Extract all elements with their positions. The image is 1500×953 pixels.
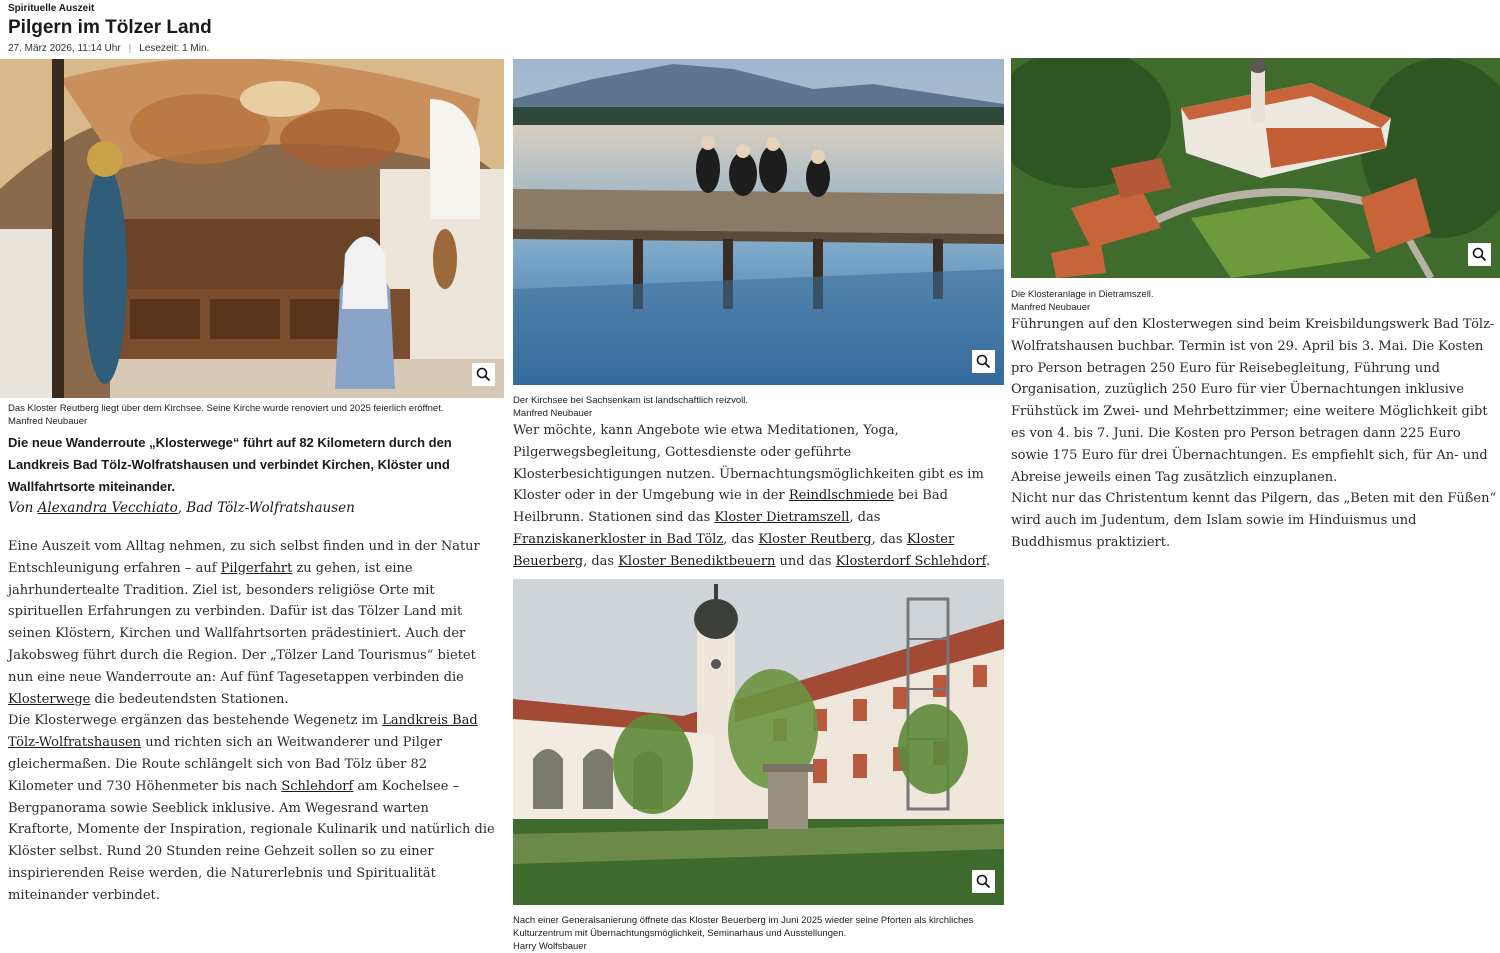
photo-reutberg-church[interactable] xyxy=(0,59,504,398)
text-span: zu gehen, ist eine jahrhundertealte Tradition. Ziel ist, besonders religiöse Orte mit spirituellen Erfahrungen zu verbinden. Dafür ist das Tölzer Land mit seinen Klöstern, Kirchen und Wallfahrtsorten prädestiniert. Auch der Jakobsweg führt durch die Region. Der „Tölzer Land Tourismus“ bietet nun eine neue Wanderroute an: Auf fünf Tagesetappen verbinden die xyxy=(8,560,476,685)
link-landkreis[interactable]: Landkreis Bad Tölz-Wolfratshausen xyxy=(8,713,478,751)
magnifier-icon xyxy=(976,874,991,889)
image-caption: Das Kloster Reutberg liegt über dem Kirchsee. Seine Kirche wurde renoviert und 2025 feierlich eröffnet. xyxy=(8,403,444,414)
text-span: Die Klosterwege ergänzen das bestehende Wegenetz im xyxy=(8,713,383,729)
photo-dietramszell[interactable] xyxy=(1011,58,1500,278)
paragraph: Nicht nur das Christentum kennt das Pilgern, das „Beten mit den Füßen“ wird auch im Judentum, dem Islam sowie im Hinduismus und Buddhismus praktiziert. xyxy=(1011,491,1497,550)
magnifier-icon xyxy=(1472,247,1487,262)
byline-location: , Bad Tölz-Wolfratshausen xyxy=(177,500,355,516)
aerial-monastery-image xyxy=(1011,58,1500,278)
article-body-col2 xyxy=(513,420,1004,573)
text-span: am Kochelsee – Bergpanorama sowie Seeblick inklusive. Am Wegesrand warten Kraftorte, Momente der Inspiration, regionale Kulinarik und natürlich die Klöster selbst. Rund 20 Stunden reine Gehzeit sollen so zu einer inspirierenden Reise werden, die Naturerlebnis und Spiritualität miteinander verbindet. xyxy=(8,778,495,903)
image-credit: Manfred Neubauer xyxy=(513,408,593,419)
link-klosterdorf-schlehdorf[interactable]: Klosterdorf Schlehdorf xyxy=(835,553,986,569)
image-caption: Nach einer Generalsanierung öffnete das Kloster Beuerberg im Juni 2025 wieder seine Pforten als kirchliches Kulturzentrum mit Übernachtungsmöglichkeit, Seminarhaus und Ausstellungen. xyxy=(513,914,974,939)
image-credit: Harry Wolfsbauer xyxy=(513,940,587,952)
link-pilgerfahrt[interactable]: Pilgerfahrt xyxy=(220,560,293,576)
article-body-col3 xyxy=(1011,314,1500,554)
read-time: Lesezeit: 1 Min. xyxy=(139,43,210,54)
article-header xyxy=(8,2,1488,55)
text-span: bei Bad Heilbrunn. Stationen sind das xyxy=(513,488,948,526)
page-title: Pilgern im Tölzer Land xyxy=(8,17,212,38)
meta-separator: | xyxy=(128,43,132,54)
link-kloster-reutberg[interactable]: Kloster Reutberg xyxy=(758,531,872,547)
monastery-courtyard-image xyxy=(513,579,1004,905)
text-span: , das xyxy=(583,553,619,569)
link-klosterwege[interactable]: Klosterwege xyxy=(8,691,91,707)
text-span: und richten sich an Weitwanderer und Pilger gleichermaßen. Die Route schlängelt sich von Bad Tölz über 82 Kilometer und 730 Höhenmeter bis nach xyxy=(8,735,443,794)
author-link[interactable]: Alexandra Vecchiato xyxy=(37,500,178,516)
link-kloster-benediktbeuern[interactable]: Kloster Benediktbeuern xyxy=(618,553,776,569)
text-span: die bedeutendsten Stationen. xyxy=(90,691,289,707)
byline-prefix: Von xyxy=(8,500,38,516)
zoom-button[interactable] xyxy=(1468,243,1491,266)
paragraph xyxy=(513,420,1004,573)
lake-image xyxy=(513,59,1004,385)
text-span: , das xyxy=(871,531,907,547)
photo-beuerberg[interactable] xyxy=(513,579,1004,905)
magnifier-icon xyxy=(476,367,491,382)
byline xyxy=(0,498,504,518)
link-schlehdorf[interactable]: Schlehdorf xyxy=(281,778,354,794)
zoom-button[interactable] xyxy=(472,363,495,386)
column-middle xyxy=(513,59,1004,953)
paragraph: Führungen auf den Klosterwegen sind beim Kreisbildungswerk Bad Tölz-Wolfratshausen buchbar. Termin ist von 29. April bis 3. Mai. Die Kosten pro Person betragen 250 Euro für Reisebegleitung, Führung und Organisation, zuzüglich 250 Euro für vier Übernachtungen inklusive Frühstück im Zwei- und Mehrbettzimmer; eine weitere Möglichkeit gibt es von 4. bis 7. Juni. Die Kosten pro Person betragen dann 225 Euro sowie 175 Euro für drei Übernachtungen. Es empfiehlt sich, für An- und Abreise jeweils einen Tag zusätzlich einzuplanen. xyxy=(1011,317,1495,485)
text-span: , das xyxy=(849,510,881,526)
link-franziskanerkloster[interactable]: Franziskanerkloster in Bad Tölz xyxy=(513,531,724,547)
link-kloster-dietramszell[interactable]: Kloster Dietramszell xyxy=(714,510,850,526)
image-caption: Die Klosteranlage in Dietramszell. xyxy=(1011,289,1154,300)
church-interior-image xyxy=(0,59,504,398)
image-credit: Manfred Neubauer xyxy=(8,416,88,427)
zoom-button[interactable] xyxy=(972,870,995,893)
column-left xyxy=(0,59,504,907)
text-span: Wer möchte, kann Angebote wie etwa Meditationen, Yoga, Pilgerwegsbegleitung, Gottesdienste oder geführte Klosterbesichtigungen nutzen. Übernachtungsmöglichkeiten gibt es im Kloster oder in der Umgebung wie in der xyxy=(513,423,984,504)
publish-date: 27. März 2026, 11:14 Uhr xyxy=(8,43,121,54)
text-span: Eine Auszeit vom Alltag nehmen, zu sich selbst finden und in der Natur Entschleunigung erfahren – auf xyxy=(8,539,480,576)
text-span: und das xyxy=(775,553,836,569)
paragraph xyxy=(8,710,496,906)
magnifier-icon xyxy=(976,354,991,369)
image-caption: Der Kirchsee bei Sachsenkam ist landschaftlich reizvoll. xyxy=(513,395,748,406)
paragraph xyxy=(8,536,496,710)
link-kloster-beuerberg[interactable]: Kloster Beuerberg xyxy=(513,531,955,569)
text-span: , das xyxy=(723,531,759,547)
text-span: . xyxy=(985,553,991,569)
column-right xyxy=(1011,58,1500,554)
article-body-col1 xyxy=(0,518,504,907)
zoom-button[interactable] xyxy=(972,350,995,373)
link-reindlschmiede[interactable]: Reindlschmiede xyxy=(788,488,894,504)
article-meta xyxy=(8,42,1488,55)
photo-kirchsee[interactable] xyxy=(513,59,1004,385)
article-lead: Die neue Wanderroute „Klosterwege“ führt auf 82 Kilometern durch den Landkreis Bad Tölz-Wolfratshausen und verbindet Kirchen, Klöster und Wallfahrtsorte miteinander. xyxy=(8,435,452,494)
kicker: Spirituelle Auszeit xyxy=(8,3,95,14)
image-credit: Manfred Neubauer xyxy=(1011,302,1091,313)
